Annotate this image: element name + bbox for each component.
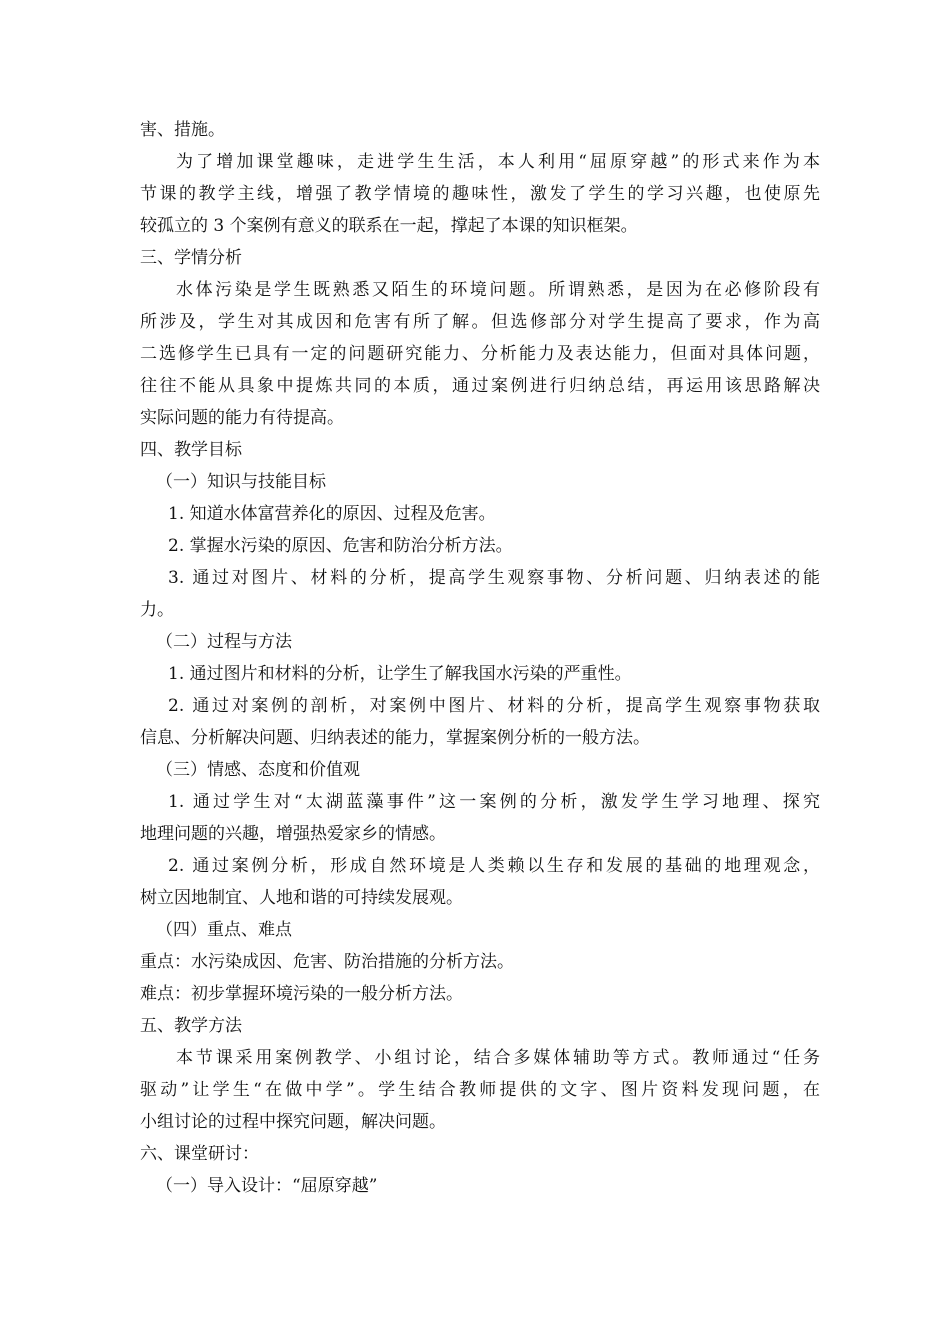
subsection-heading: （二）过程与方法	[156, 632, 292, 652]
text-line: 地理问题的兴趣，增强热爱家乡的情感。	[140, 824, 446, 844]
text-line: 本节课采用案例教学、小组讨论，结合多媒体辅助等方式。教师通过“任务	[176, 1048, 820, 1068]
text-line: 节课的教学主线，增强了教学情境的趣味性，激发了学生的学习兴趣，也使原先	[140, 184, 820, 204]
text-line: 实际问题的能力有待提高。	[140, 408, 344, 428]
text-line: 往往不能从具象中提炼共同的本质，通过案例进行归纳总结，再运用该思路解决	[140, 376, 820, 396]
list-item: 2. 通过对案例的剖析，对案例中图片、材料的分析，提高学生观察事物获取	[168, 696, 820, 716]
section-heading: 五、教学方法	[140, 1016, 242, 1036]
text-line: 重点：水污染成因、危害、防治措施的分析方法。	[140, 952, 514, 972]
subsection-heading: （四）重点、难点	[156, 920, 292, 940]
list-item: 1. 知道水体富营养化的原因、过程及危害。	[168, 504, 496, 524]
text-line: 驱动”让学生“在做中学”。学生结合教师提供的文字、图片资料发现问题，在	[140, 1080, 820, 1100]
text-line: 害、措施。	[140, 120, 225, 140]
text-line: 水体污染是学生既熟悉又陌生的环境问题。所谓熟悉，是因为在必修阶段有	[176, 280, 820, 300]
list-item: 3. 通过对图片、材料的分析，提高学生观察事物、分析问题、归纳表述的能	[168, 568, 820, 588]
list-item: 2. 掌握水污染的原因、危害和防治分析方法。	[168, 536, 513, 556]
section-heading: 六、课堂研讨：	[140, 1144, 259, 1164]
text-line: 难点：初步掌握环境污染的一般分析方法。	[140, 984, 463, 1004]
list-item: 1. 通过学生对“太湖蓝藻事件”这一案例的分析，激发学生学习地理、探究	[168, 792, 820, 812]
text-line: 树立因地制宜、人地和谐的可持续发展观。	[140, 888, 463, 908]
text-line: 为了增加课堂趣味，走进学生生活，本人利用“屈原穿越”的形式来作为本	[176, 152, 820, 172]
subsection-heading: （一）知识与技能目标	[156, 472, 326, 492]
subsection-heading: （三）情感、态度和价值观	[156, 760, 360, 780]
section-heading: 三、学情分析	[140, 248, 242, 268]
text-line: 较孤立的 3 个案例有意义的联系在一起，撑起了本课的知识框架。	[140, 216, 638, 236]
text-line: 力。	[140, 600, 174, 620]
text-line: 二选修学生已具有一定的问题研究能力、分析能力及表达能力，但面对具体问题，	[140, 344, 820, 364]
subsection-heading: （一）导入设计：“屈原穿越”	[156, 1176, 378, 1196]
text-line: 所涉及，学生对其成因和危害有所了解。但选修部分对学生提高了要求，作为高	[140, 312, 820, 332]
section-heading: 四、教学目标	[140, 440, 242, 460]
text-line: 信息、分析解决问题、归纳表述的能力，掌握案例分析的一般方法。	[140, 728, 650, 748]
list-item: 2. 通过案例分析，形成自然环境是人类赖以生存和发展的基础的地理观念，	[168, 856, 820, 876]
list-item: 1. 通过图片和材料的分析，让学生了解我国水污染的严重性。	[168, 664, 632, 684]
text-line: 小组讨论的过程中探究问题，解决问题。	[140, 1112, 446, 1132]
